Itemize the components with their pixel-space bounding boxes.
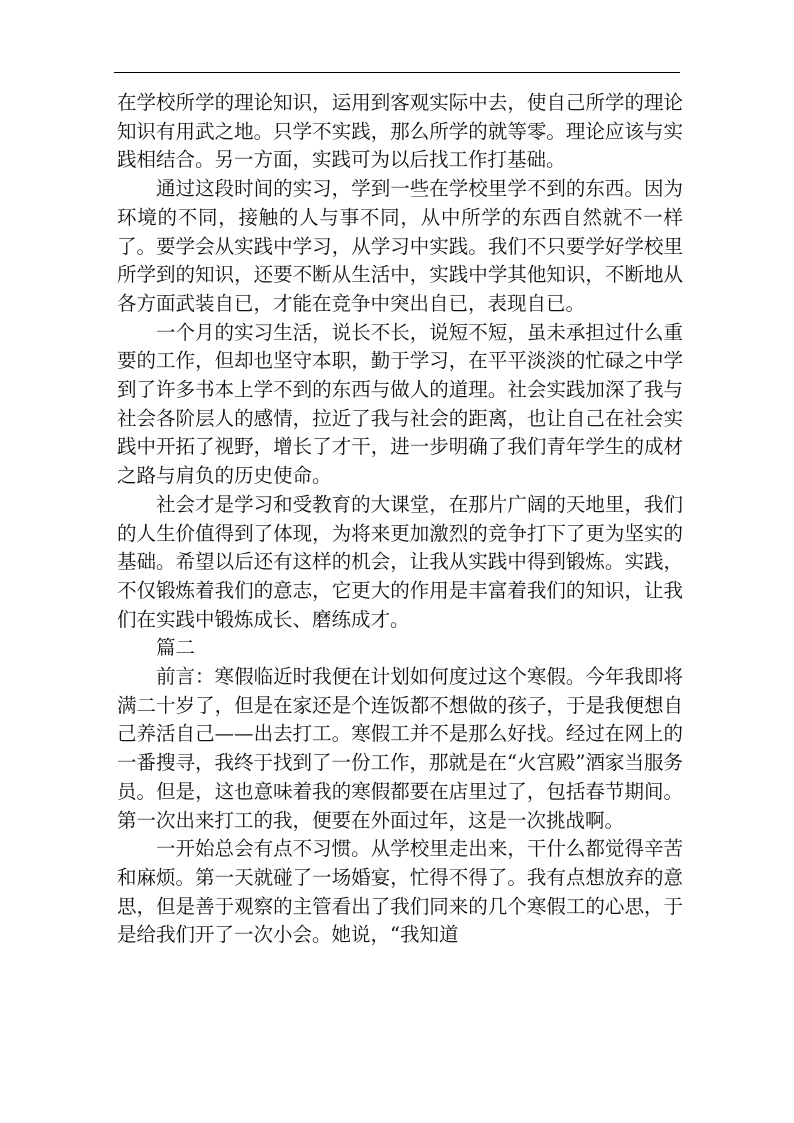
paragraph-3: 一个月的实习生活，说长不长，说短不短，虽未承担过什么重要的工作，但却也坚守本职，勤于学习，在平平淡淡的忙碌之中学到了许多书本上学不到的东西与做人的道理。社会实践加深了我与社会各阶层人的感情，拉近了我与社会的距离，也让自己在社会实践中开拓了视野，增长了才干，进一步明确了我们青年学生的成材之路与肩负的历史使命。	[117, 320, 683, 488]
paragraph-2: 通过这段时间的实习，学到一些在学校里学不到的东西。因为环境的不同，接触的人与事不同，从中所学的东西自然就不一样了。要学会从实践中学习，从学习中实践。我们不只要学好学校里所学到的知识，还要不断从生活中，实践中学其他知识，不断地从各方面武装自已，才能在竞争中突出自已，表现自已。	[117, 177, 683, 315]
paragraph-1: 在学校所学的理论知识，运用到客观实际中去，使自己所学的理论知识有用武之地。只学不实践，那么所学的就等零。理论应该与实践相结合。另一方面，实践可为以后找工作打基础。	[117, 91, 683, 172]
section-heading: 篇二	[156, 636, 196, 660]
paragraph-6: 一开始总会有点不习惯。从学校里走出来，干什么都觉得辛苦和麻烦。第一天就碰了一场婚宴，忙得不得了。我有点想放弃的意思，但是善于观察的主管看出了我们同来的几个寒假工的心思，于是给我们开了一次小会。她说，“我知道	[117, 837, 683, 947]
paragraph-4: 社会才是学习和受教育的大课堂，在那片广阔的天地里，我们的人生价值得到了体现，为将来更加激烈的竞争打下了更为坚实的基础。希望以后还有这样的机会，让我从实践中得到锻炼。实践，不仅锻炼着我们的意志，它更大的作用是丰富着我们的知识，让我们在实践中锻炼成长、磨练成才。	[117, 492, 683, 631]
header-rule	[114, 72, 680, 73]
document-body	[117, 89, 683, 950]
paragraph-5: 前言：寒假临近时我便在计划如何度过这个寒假。今年我即将满二十岁了，但是在家还是个连饭都不想做的孩子，于是我便想自己养活自己——出去打工。寒假工并不是那么好找。经过在网上的一番搜寻，我终于找到了一份工作，那就是在“火宫殿”酒家当服务员。但是，这也意味着我的寒假都要在店里过了，包括春节期间。第一次出来打工的我，便要在外面过年，这是一次挑战啊。	[117, 665, 683, 832]
